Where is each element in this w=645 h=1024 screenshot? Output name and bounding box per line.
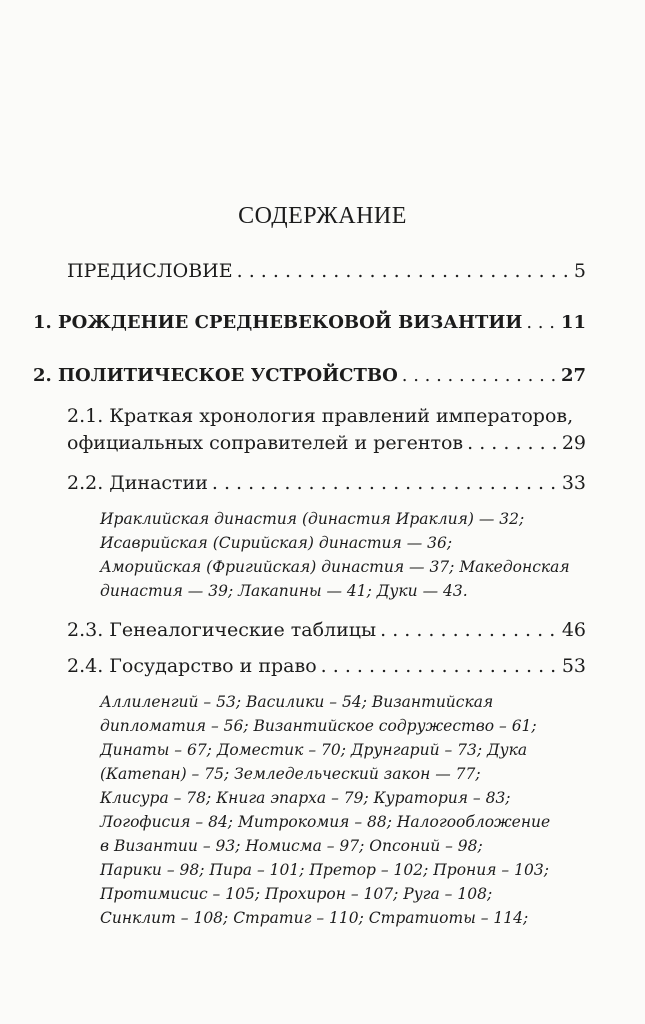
toc-page-number: 5 <box>573 260 586 282</box>
list-item: Логофисия – 84; Митрокомия – 88; Налогообложение <box>100 813 551 831</box>
list-item: дипломатия – 56; Византийское содружество – 61; <box>100 717 537 735</box>
toc-entry-label: официальных соправителей и регентов <box>67 432 464 454</box>
dot-leader <box>467 430 558 456</box>
dynasties-list <box>100 507 590 603</box>
toc-entry-2-1-line1[interactable]: 2.1. Краткая хронология правлений императоров, <box>67 405 574 427</box>
toc-page-number: 11 <box>560 312 586 333</box>
toc-page-number: 27 <box>560 365 586 386</box>
list-item: в Византии – 93; Номисма – 97; Опсоний – 98; <box>100 837 483 855</box>
toc-entry-chapter-2[interactable] <box>33 363 586 389</box>
list-item: Аморийская (Фригийская) династия — 37; Македонская <box>100 558 570 576</box>
page-title: СОДЕРЖАНИЕ <box>238 203 407 229</box>
toc-entry-2-2[interactable] <box>67 470 586 496</box>
dot-leader <box>212 470 558 496</box>
toc-entry-label: 2.2. Династии <box>67 472 208 494</box>
toc-entry-label: 1. РОЖДЕНИЕ СРЕДНЕВЕКОВОЙ ВИЗАНТИИ <box>33 312 523 333</box>
dot-leader <box>526 310 557 336</box>
toc-page-number: 46 <box>561 619 586 641</box>
list-item: Ираклийская династия (династия Ираклия) — 32; <box>100 510 525 528</box>
toc-entry-preface[interactable] <box>67 258 586 284</box>
toc-page-number: 53 <box>561 655 586 677</box>
toc-page-number: 29 <box>561 432 586 454</box>
list-item: Исаврийская (Сирийская) династия — 36; <box>100 534 453 552</box>
list-item: (Катепан) – 75; Земледельческий закон — 77; <box>100 765 481 783</box>
toc-entry-label: 2. ПОЛИТИЧЕСКОЕ УСТРОЙСТВО <box>33 365 398 386</box>
toc-entry-2-1[interactable] <box>67 430 586 456</box>
list-item: Клисура – 78; Книга эпарха – 79; Куратория – 83; <box>100 789 511 807</box>
list-item: Динаты – 67; Доместик – 70; Друнгарий – 73; Дука <box>100 741 528 759</box>
state-and-law-list <box>100 690 590 930</box>
list-item: Аллиленгий – 53; Василики – 54; Византийская <box>100 693 494 711</box>
list-item: Синклит – 108; Стратиг – 110; Стратиоты – 114; <box>100 909 529 927</box>
toc-entry-label: 2.4. Государство и право <box>67 655 317 677</box>
toc-entry-2-3[interactable] <box>67 617 586 643</box>
toc-entry-chapter-1[interactable] <box>33 310 586 336</box>
toc-entry-2-4[interactable] <box>67 653 586 679</box>
dot-leader <box>321 653 558 679</box>
list-item: династия — 39; Лакапины — 41; Дуки — 43. <box>100 582 468 600</box>
list-item: Протимисис – 105; Прохирон – 107; Руга – 108; <box>100 885 493 903</box>
dot-leader <box>402 363 557 389</box>
dot-leader <box>237 258 570 284</box>
dot-leader <box>380 617 558 643</box>
list-item: Парики – 98; Пира – 101; Претор – 102; Прония – 103; <box>100 861 549 879</box>
toc-page-number: 33 <box>561 472 586 494</box>
toc-entry-label: ПРЕДИСЛОВИЕ <box>67 260 233 282</box>
toc-entry-label: 2.3. Генеалогические таблицы <box>67 619 377 641</box>
